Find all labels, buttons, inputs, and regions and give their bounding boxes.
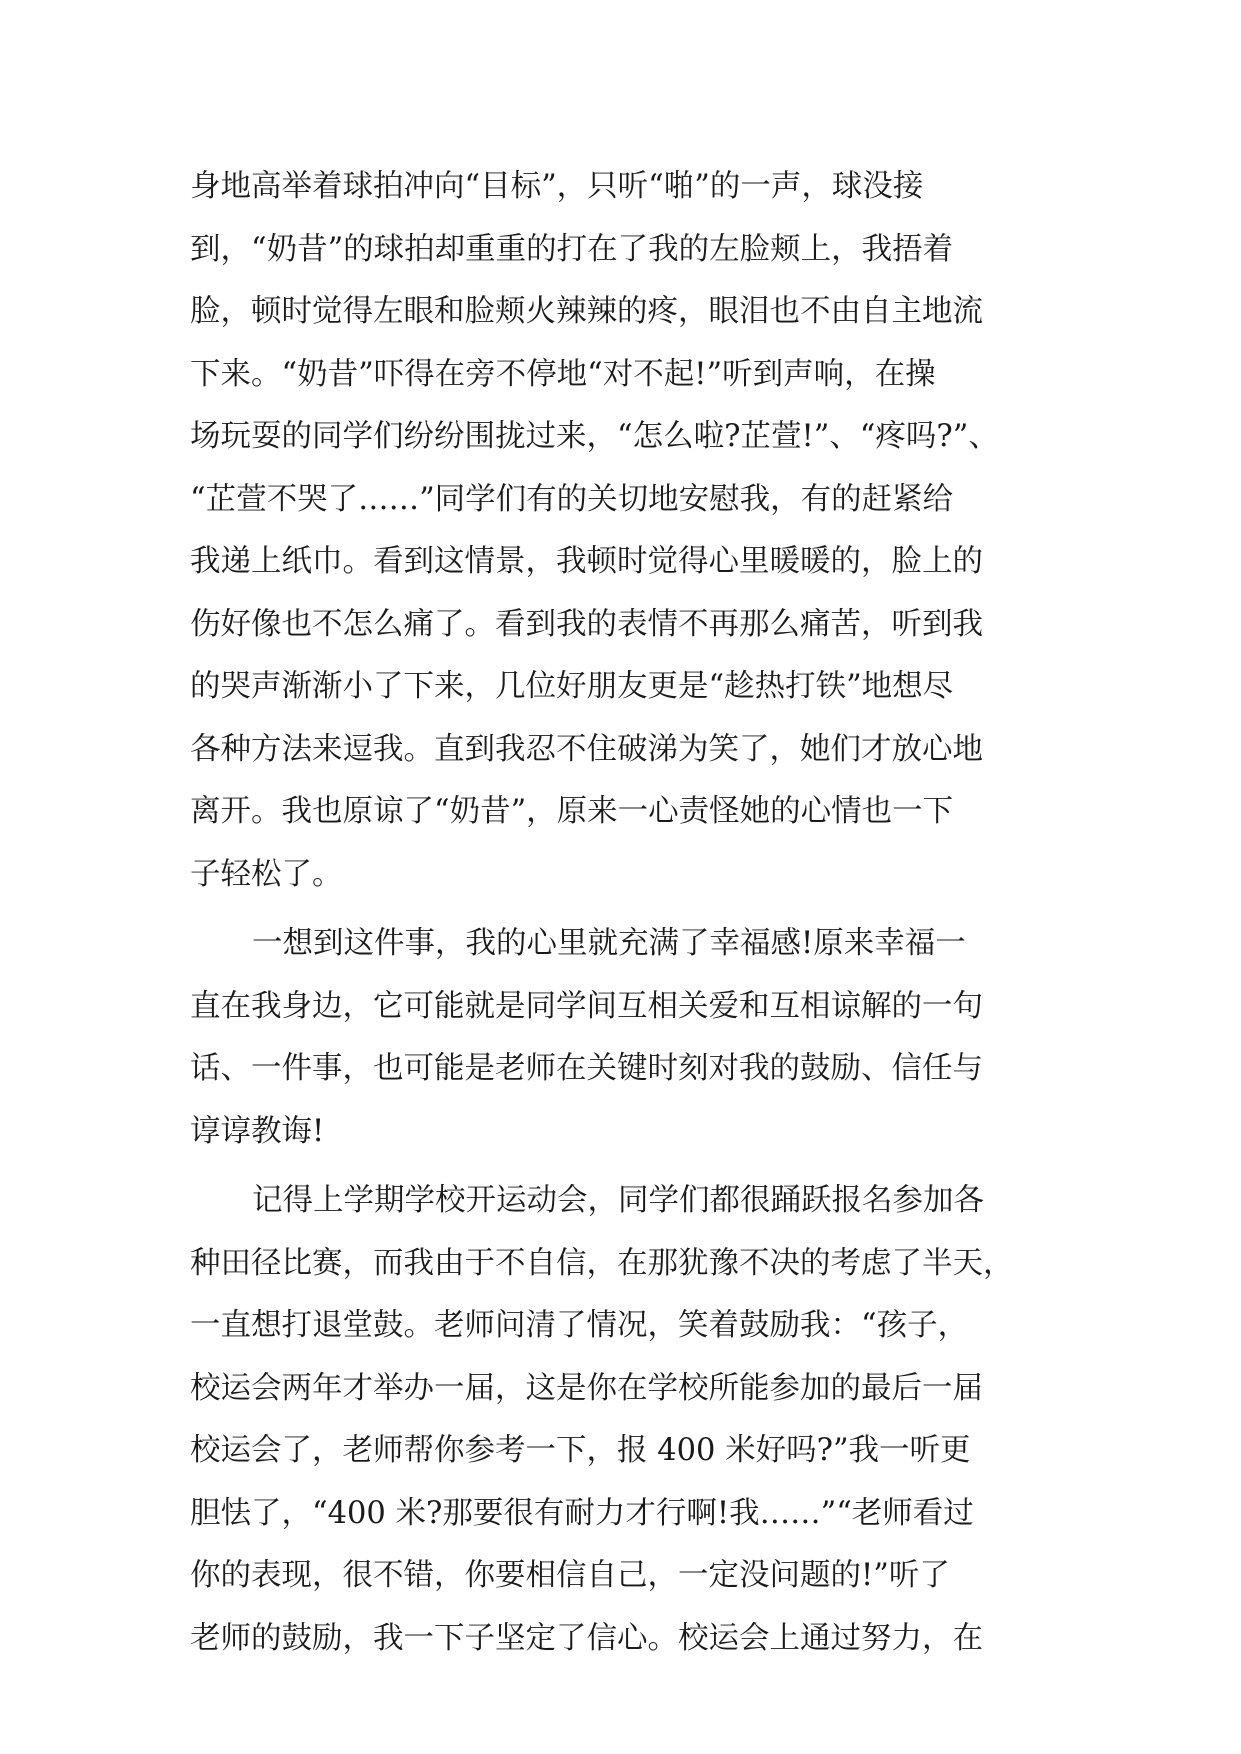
text-line: 谆谆教诲! xyxy=(190,1113,325,1149)
text-line: 一直想打退堂鼓。老师问清了情况，笑着鼓励我：“孩子， xyxy=(190,1308,969,1343)
text-line-first: 记得上学期学校开运动会，同学们都很踊跃报名参加各 xyxy=(252,1183,984,1218)
text-line: “芷萱不哭了……”同学们有的关切地安慰我，有的赶紧给 xyxy=(190,481,954,517)
text-line: 直在我身边，它可能就是同学间互相关爱和互相谅解的一句 xyxy=(190,988,983,1024)
text-line: 种田径比赛，而我由于不自信，在那犹豫不决的考虑了半天， xyxy=(190,1245,1014,1281)
text-line: 场玩耍的同学们纷纷围拢过来，“怎么啦?芷萱!”、“疼吗?”、 xyxy=(190,419,999,454)
text-line-first: 一想到这件事，我的心里就充满了幸福感!原来幸福一 xyxy=(252,926,966,961)
body-text xyxy=(190,156,1070,1670)
paragraph-2 xyxy=(190,913,1070,1163)
text-line: 你的表现，很不错，你要相信自己，一定没问题的!”听了 xyxy=(190,1558,950,1593)
text-line: 离开。我也原谅了“奶昔”，原来一心责怪她的心情也一下 xyxy=(190,794,954,829)
paragraph-3 xyxy=(190,1170,1070,1670)
text-line: 到，“奶昔”的球拍却重重的打在了我的左脸颊上，我捂着 xyxy=(190,231,954,267)
text-line: 身地高举着球拍冲向“目标”，只听“啪”的一声，球没接 xyxy=(190,169,924,204)
text-line: 的哭声渐渐小了下来，几位好朋友更是“趁热打铁”地想尽 xyxy=(190,669,954,704)
text-line: 脸，顿时觉得左眼和脸颊火辣辣的疼，眼泪也不由自主地流 xyxy=(190,294,983,329)
text-line: 话、一件事，也可能是老师在关键时刻对我的鼓励、信任与 xyxy=(190,1051,983,1086)
text-line: 我递上纸巾。看到这情景，我顿时觉得心里暖暖的，脸上的 xyxy=(190,544,983,579)
text-line: 伤好像也不怎么痛了。看到我的表情不再那么痛苦，听到我 xyxy=(190,606,983,642)
paragraph-spacing xyxy=(190,1163,1070,1170)
text-line: 胆怯了，“400 米?那要很有耐力才行啊!我……”“老师看过 xyxy=(190,1495,974,1531)
text-line: 子轻松了。 xyxy=(190,856,343,892)
text-line: 各种方法来逗我。直到我忍不住破涕为笑了，她们才放心地 xyxy=(190,731,983,767)
text-line: 校运会两年才举办一届，这是你在学校所能参加的最后一届 xyxy=(190,1370,983,1406)
text-line: 校运会了，老师帮你参考一下，报 400 米好吗?”我一听更 xyxy=(190,1433,971,1468)
text-line: 下来。“奶昔”吓得在旁不停地“对不起!”听到声响，在操 xyxy=(190,356,936,392)
text-line: 老师的鼓励，我一下子坚定了信心。校运会上通过努力，在 xyxy=(190,1620,983,1656)
paragraph-spacing xyxy=(190,906,1070,913)
paragraph-1 xyxy=(190,156,1070,906)
